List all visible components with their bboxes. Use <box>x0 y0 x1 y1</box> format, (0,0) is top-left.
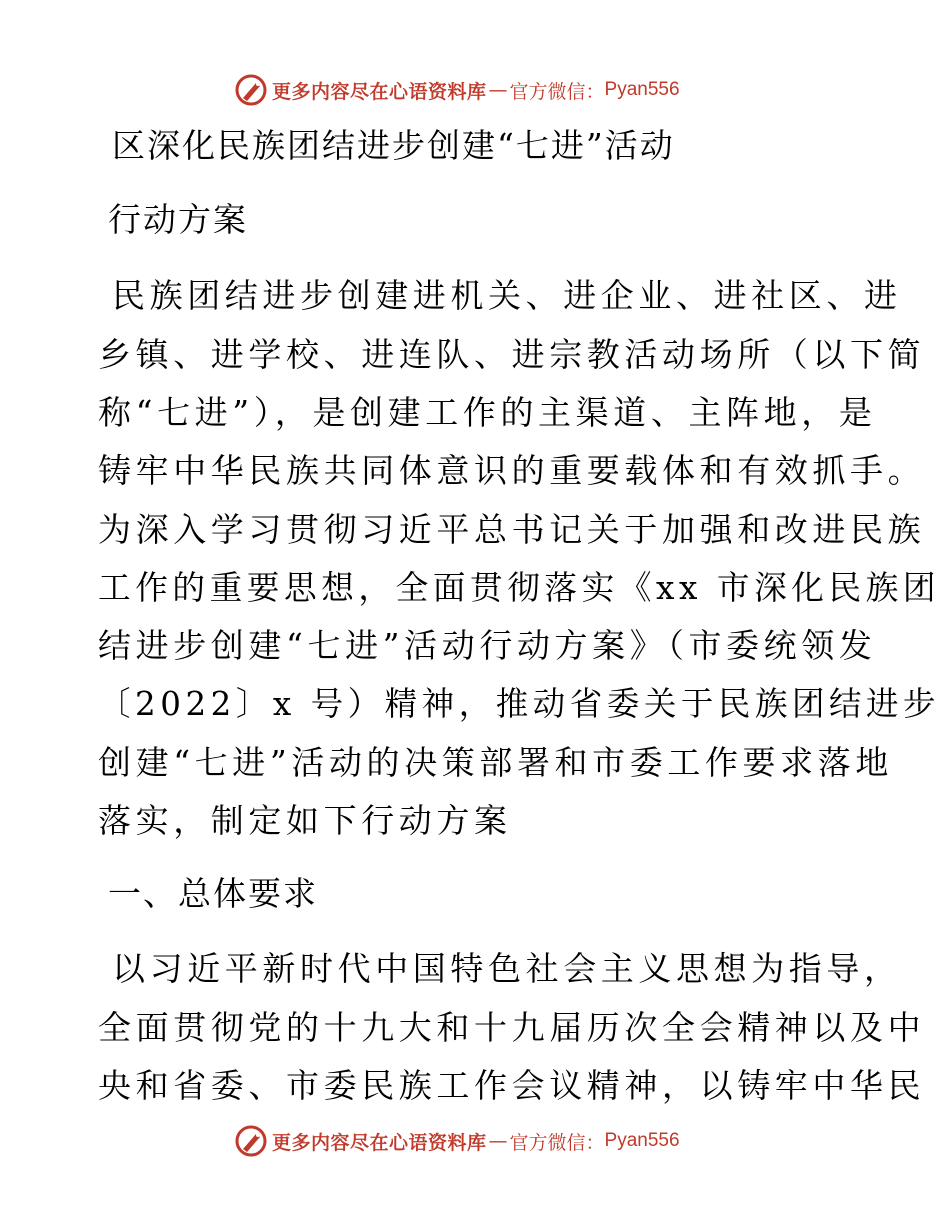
watermark-text: 更多内容尽在心语资料库 <box>272 1131 487 1154</box>
intro-line-10: 落实，制定如下行动方案 <box>98 801 512 840</box>
intro-line-1: 民族团结进步创建进机关、进企业、进社区、进 <box>112 276 902 315</box>
intro-line-4: 铸牢中华民族共同体意识的重要载体和有效抓手。 <box>98 451 926 490</box>
intro-line-2: 乡镇、进学校、进连队、进宗教活动场所（以下简 <box>98 335 926 374</box>
document-title-line-1: 区深化民族团结进步创建“七进”活动 <box>112 126 675 165</box>
watermark-footer <box>234 1123 680 1159</box>
watermark-wechat-id: Pyan556 <box>604 1130 680 1151</box>
intro-line-5: 为深入学习贯彻习近平总书记关于加强和改进民族 <box>98 510 926 549</box>
pen-logo-icon <box>234 1124 268 1158</box>
intro-line-7: 结进步创建“七进”活动行动方案》（市委统领发 <box>98 626 877 665</box>
watermark-wechat-id: Pyan556 <box>604 79 680 100</box>
section1-line-2: 全面贯彻党的十九大和十九届历次全会精神以及中 <box>98 1008 926 1047</box>
watermark-official-label: 官方微信： <box>509 80 605 103</box>
intro-line-8: 〔2022〕x 号）精神，推动省委关于民族团结进步 <box>98 684 941 723</box>
watermark-header <box>234 72 680 108</box>
intro-line-9: 创建“七进”活动的决策部署和市委工作要求落地 <box>98 743 893 782</box>
intro-line-3: 称“七进”），是创建工作的主渠道、主阵地，是 <box>98 393 877 432</box>
pen-logo-icon <box>234 73 268 107</box>
section-heading-general-requirements: 一、总体要求 <box>108 874 318 913</box>
intro-line-6: 工作的重要思想，全面贯彻落实《xx 市深化民族团 <box>98 568 941 607</box>
watermark-official-label: 官方微信： <box>509 1131 605 1154</box>
watermark-dash: — <box>488 79 508 101</box>
section1-line-3: 央和省委、市委民族工作会议精神，以铸牢中华民 <box>98 1066 926 1105</box>
document-title-line-2: 行动方案 <box>108 200 248 239</box>
watermark-dash: — <box>488 1130 508 1152</box>
watermark-text: 更多内容尽在心语资料库 <box>272 80 487 103</box>
section1-line-1: 以习近平新时代中国特色社会主义思想为指导， <box>112 949 902 988</box>
